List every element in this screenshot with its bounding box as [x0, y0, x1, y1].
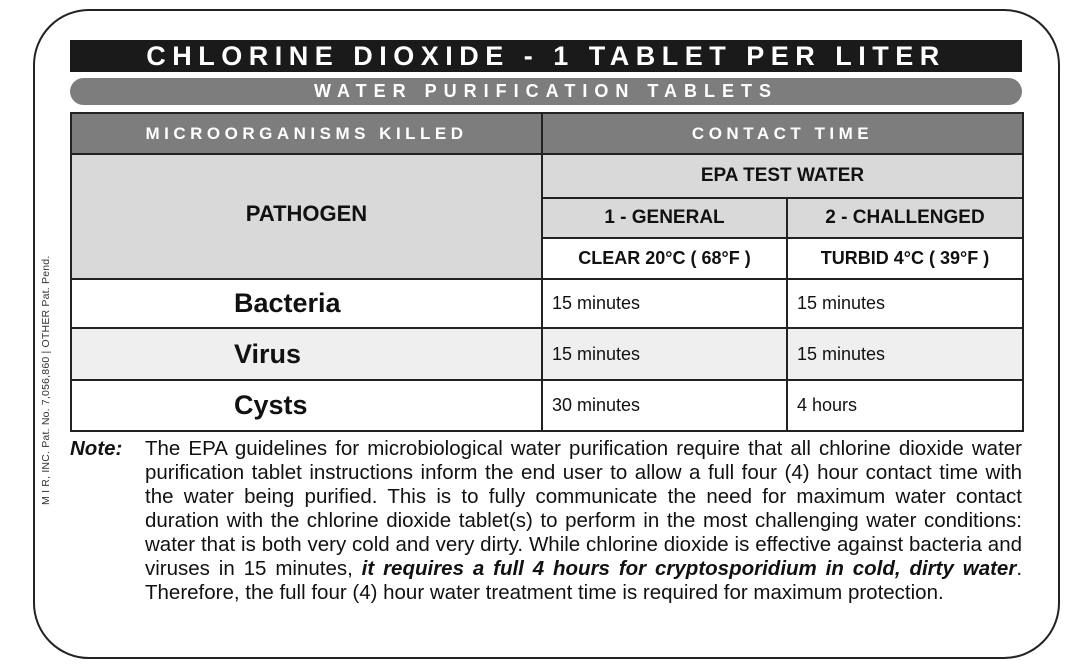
page-subtitle: WATER PURIFICATION TABLETS	[70, 78, 1022, 105]
table-row	[71, 279, 1023, 328]
water-type-general: 1 - GENERAL	[542, 198, 787, 238]
note-text-before: The EPA guidelines for microbiological water purification require that all chlorine dioxide water purification tablet instructions inform the end user to allow a full four (4) hour contact time with the water being purified. This is to fully communicate the need for maximum water contact duration with the chlorine dioxide tablet(s) to perform in the most challenging water conditions: water that is both very cold and very dirty. While chlorine dioxide is effective against bacteria and viruses in 15 minutes,	[145, 437, 1022, 580]
time-challenged: 15 minutes	[787, 328, 1023, 380]
note-label: Note:	[70, 437, 123, 460]
epa-test-water-header: EPA TEST WATER	[542, 154, 1023, 198]
table-row	[71, 380, 1023, 431]
condition-clear: CLEAR 20°C ( 68°F )	[542, 238, 787, 279]
time-general: 30 minutes	[542, 380, 787, 431]
condition-turbid: TURBID 4°C ( 39°F )	[787, 238, 1023, 279]
time-challenged: 15 minutes	[787, 279, 1023, 328]
organism-name: Bacteria	[71, 279, 542, 328]
time-general: 15 minutes	[542, 279, 787, 328]
organism-name: Cysts	[71, 380, 542, 431]
note-emphasis: it requires a full 4 hours for cryptosporidium in cold, dirty water	[361, 557, 1017, 580]
organism-name: Virus	[71, 328, 542, 380]
header-contact-time: CONTACT TIME	[542, 113, 1023, 154]
time-general: 15 minutes	[542, 328, 787, 380]
note-section	[70, 437, 1022, 605]
note-text-after: . Therefore, the full four (4) hour water treatment time is required for maximum protection.	[145, 557, 1023, 604]
water-type-challenged: 2 - CHALLENGED	[787, 198, 1023, 238]
pathogen-header: PATHOGEN	[71, 154, 542, 279]
time-challenged: 4 hours	[787, 380, 1023, 431]
contact-time-table	[70, 112, 1024, 432]
header-microorganisms: MICROORGANISMS KILLED	[71, 113, 542, 154]
table-row	[71, 328, 1023, 380]
patent-text: M I R, INC. Pat. No. 7,056,860 | OTHER Pat. Pend.	[40, 255, 52, 505]
page-title: CHLORINE DIOXIDE - 1 TABLET PER LITER	[70, 40, 1022, 72]
note-body	[145, 437, 1022, 605]
